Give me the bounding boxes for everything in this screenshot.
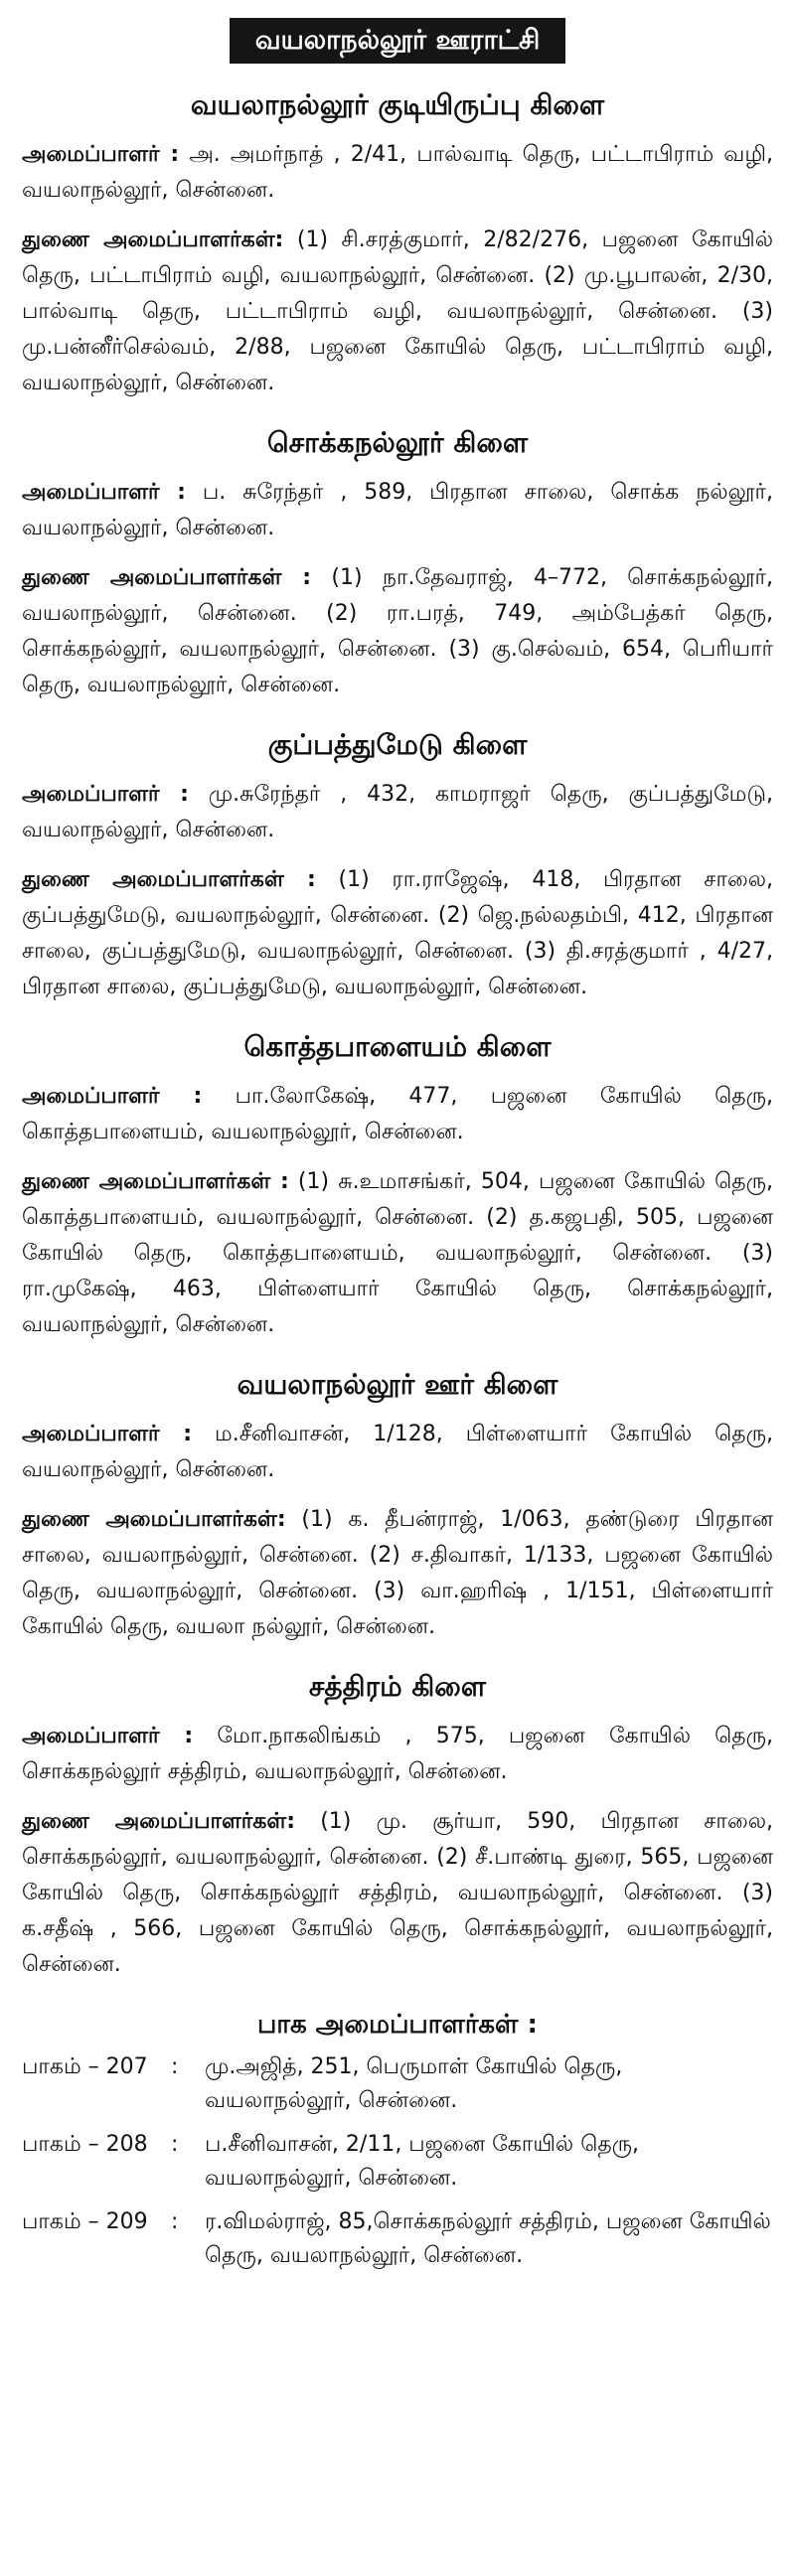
section-title: வயலாநல்லூர் ஊர் கிளை (237, 1368, 558, 1401)
booth-row (22, 2205, 773, 2273)
booth-text: ப.சீனிவாசன், 2/11, பஜனை கோயில் தெரு, வயலாநல்லூர், சென்னை. (205, 2132, 640, 2191)
booth-label: பாகம் – 208 (22, 2132, 148, 2157)
deputy-paragraph (22, 862, 773, 1005)
booth-label: பாகம் – 209 (22, 2209, 148, 2234)
organizer-label: அமைப்பாளர் : (22, 782, 189, 807)
section-title: கொத்தபாளையம் கிளை (243, 1030, 552, 1063)
deputy-paragraph (22, 1164, 773, 1343)
booth-separator: : (171, 2209, 179, 2234)
page-header: வயலாநல்லூர் ஊராட்சி (230, 18, 565, 64)
booth-title: பாக அமைப்பாளர்கள் : (257, 2010, 538, 2040)
booth-row (22, 2128, 773, 2196)
organizer-paragraph (22, 777, 773, 848)
deputy-paragraph (22, 1804, 773, 1983)
branch-section (22, 423, 773, 703)
section-title: சத்திரம் கிளை (308, 1670, 487, 1703)
organizer-text: மு.சுரேந்தர் , 432, காமராஜர் தெரு, குப்பத்துமேடு, வயலாநல்லூர், சென்னை. (22, 782, 773, 842)
deputy-paragraph (22, 1502, 773, 1645)
deputy-text: (1) நா.தேவராஜ், 4–772, சொக்கநல்லூர், வயலாநல்லூர், சென்னை. (2) ரா.பரத், 749, அம்பேத்கர் தெரு, சொக்கநல்லூர், வயலாநல்லூர், சென்னை. (3) கு.செல்வம், 654, பெரியார் தெரு, வயலாநல்லூர், சென்னை. (22, 565, 774, 697)
booth-separator: : (171, 2054, 179, 2079)
deputy-text: (1) மு. சூர்யா, 590, பிரதான சாலை, சொக்கநல்லூர், வயலாநல்லூர், சென்னை. (2) சீ.பாண்டி துரை, 565, பஜனை கோயில் தெரு, சொக்கநல்லூர் சத்திரம், வயலாநல்லூர், சென்னை. (3) க.சதீஷ் , 566, பஜனை கோயில் தெரு, சொக்கநல்லூர், வயலாநல்லூர், சென்னை. (22, 1809, 774, 1977)
booth-label: பாகம் – 207 (22, 2054, 148, 2079)
deputy-paragraph (22, 223, 773, 401)
branch-section (22, 1667, 773, 1983)
deputy-label: துணை அமைப்பாளர்கள்: (22, 227, 284, 252)
deputy-label: துணை அமைப்பாளர்கள்: (22, 1507, 286, 1532)
branch-section (22, 1365, 773, 1645)
branch-section (22, 85, 773, 401)
organizer-paragraph (22, 475, 773, 546)
organizer-label: அமைப்பாளர் : (22, 1724, 194, 1748)
organizer-label: அமைப்பாளர் : (22, 142, 180, 167)
branch-section (22, 1027, 773, 1343)
section-title: வயலாநல்லூர் குடியிருப்பு கிளை (190, 88, 605, 121)
deputy-paragraph (22, 560, 773, 703)
deputy-label: துணை அமைப்பாளர்கள்: (22, 1809, 296, 1834)
deputy-label: துணை அமைப்பாளர்கள் : (22, 565, 312, 590)
organizer-paragraph (22, 1079, 773, 1150)
deputy-text: (1) ரா.ராஜேஷ், 418, பிரதான சாலை, குப்பத்துமேடு, வயலாநல்லூர், சென்னை. (2) ஜெ.நல்லதம்பி, 412, பிரதான சாலை, குப்பத்துமேடு, வயலாநல்லூர், சென்னை. (3) தி.சரத்குமார் , 4/27, பிரதான சாலை, குப்பத்துமேடு, வயலாநல்லூர், சென்னை. (22, 867, 774, 999)
booth-row (22, 2050, 773, 2118)
deputy-text: (1) சு.உமாசங்கர், 504, பஜனை கோயில் தெரு, கொத்தபாளையம், வயலாநல்லூர், சென்னை. (2) த.கஜபதி, 505, பஜனை கோயில் தெரு, கொத்தபாளையம், வயலாநல்லூர், சென்னை. (3) ரா.முகேஷ், 463, பிள்ளையார் கோயில் தெரு, சொக்கநல்லூர், வயலாநல்லூர், சென்னை. (22, 1169, 774, 1337)
organizer-text: அ. அமர்நாத் , 2/41, பால்வாடி தெரு, பட்டாபிராம் வழி, வயலாநல்லூர், சென்னை. (22, 142, 773, 203)
deputy-label: துணை அமைப்பாளர்கள் : (22, 1169, 289, 1194)
organizer-text: மோ.நாகலிங்கம் , 575, பஜனை கோயில் தெரு, சொக்கநல்லூர் சத்திரம், வயலாநல்லூர், சென்னை. (22, 1724, 774, 1784)
section-title: சொக்கநல்லூர் கிளை (266, 426, 529, 459)
deputy-text: (1) சி.சரத்குமார், 2/82/276, பஜனை கோயில் தெரு, பட்டாபிராம் வழி, வயலாநல்லூர், சென்னை. (2) மு.பூபாலன், 2/30, பால்வாடி தெரு, பட்டாபிராம் வழி, வயலாநல்லூர், சென்னை. (3) மு.பன்னீர்செல்வம், 2/88, பஜனை கோயில் தெரு, பட்டாபிராம் வழி, வயலாநல்லூர், சென்னை. (22, 227, 773, 395)
booth-text: ர.விமல்ராஜ், 85,சொக்கநல்லூர் சத்திரம், பஜனை கோயில் தெரு, வயலாநல்லூர், சென்னை. (205, 2209, 771, 2268)
organizer-label: அமைப்பாளர் : (22, 1084, 203, 1109)
booth-text: மு.அஜித், 251, பெருமாள் கோயில் தெரு, வயலாநல்லூர், சென்னை. (205, 2054, 623, 2113)
deputy-label: துணை அமைப்பாளர்கள் : (22, 867, 316, 892)
booth-separator: : (171, 2132, 179, 2157)
organizer-label: அமைப்பாளர் : (22, 480, 186, 505)
section-title: குப்பத்துமேடு கிளை (267, 728, 528, 761)
organizer-paragraph (22, 1719, 773, 1790)
organizer-text: ப. சுரேந்தர் , 589, பிரதான சாலை, சொக்க நல்லூர், வயலாநல்லூர், சென்னை. (22, 480, 773, 540)
deputy-text: (1) க. தீபன்ராஜ், 1/063, தண்டுரை பிரதான சாலை, வயலாநல்லூர், சென்னை. (2) ச.திவாகர், 1/133, பஜனை கோயில் தெரு, வயலாநல்லூர், சென்னை. (3) வா.ஹரிஷ் , 1/151, பிள்ளையார் கோயில் தெரு, வயலா நல்லூர், சென்னை. (22, 1507, 773, 1639)
organizer-text: ம.சீனிவாசன், 1/128, பிள்ளையார் கோயில் தெரு, வயலாநல்லூர், சென்னை. (22, 1422, 773, 1482)
branch-section (22, 725, 773, 1005)
organizer-paragraph (22, 1417, 773, 1488)
organizer-paragraph (22, 137, 773, 209)
organizer-label: அமைப்பாளர் : (22, 1422, 193, 1446)
sections-container (22, 85, 773, 1983)
organizer-text: பா.லோகேஷ், 477, பஜனை கோயில் தெரு, கொத்தபாளையம், வயலாநல்லூர், சென்னை. (22, 1084, 773, 1144)
booth-list (22, 2050, 773, 2273)
header-wrap (22, 18, 773, 64)
